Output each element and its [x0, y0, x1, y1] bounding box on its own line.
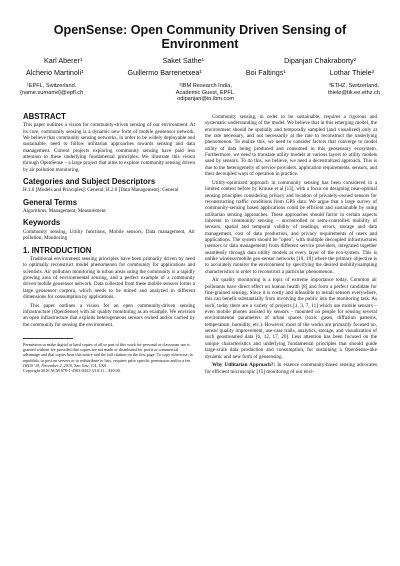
paragraph-text: In essence community-based sensing advocates for efficient microscopic [15] monitoring of our envi-: [205, 362, 377, 375]
affiliation-ethz: [328, 83, 380, 103]
author-name: Guillermo Barrenetxea¹: [127, 68, 202, 77]
affiliation-ibm: [176, 83, 236, 103]
body-paragraph: Air quality monitoring is a topic of extreme importance today. Common air pollutants have direct effect on human health [8] and form a perfect candidate for fine-grained sensing. Since it is costly and infeasible to install sensors everywhere, this can benefit substantially from involving the public into the monitoring task. As such, today there are a variety of projects [1, 3, 7, 11] which use mobile sensors – even mobile phones assisted by sensors – mounted on people for sensing several environmental parameters of urban spaces (toxic gases, diffusion patterns, temperature, humidity, etc.). However, most of the works are primarily focused on, sensor quality improvement, use-case trails, analytics, storage, and visualization of such geostreamed data [6, 12, 17, 20]. Less attention has been focused on the unique characteristics and underlying fundamental principles that should guide large-scale data production and consumption, for sustaining a OpenSense-like dynamic and new form of geosensing.: [205, 277, 377, 360]
intro-paragraph: This paper outlines a vision for an open community-driven sensing infrastructure (OpenSense) with air quality monitoring as an example. We envision an open infrastructure that exploits heterogeneous sensors owned and/or carried by the community for sensing the environment.: [23, 302, 195, 328]
author-name: Saket Sathe¹: [162, 56, 204, 65]
categories-text: H.1.0 [Models and Principles]: General; H.2.0 [Data Management]: General: [23, 187, 179, 194]
author-name: Karl Aberer¹: [44, 56, 83, 65]
author-row-1: [14, 56, 386, 65]
author-name: Dipanjan Chakraborty²: [284, 56, 356, 65]
affiliation-email: {name.surname}@epfl.ch: [20, 89, 84, 96]
affiliations: [20, 83, 380, 103]
copyright-text: Copyright 2010 ACM 978-1-4503-0431-3/10/11 ...$10.00.: [23, 368, 121, 374]
affiliation-email: odipanjan@in.ibm.com: [177, 96, 235, 103]
author-row-2: [14, 68, 386, 77]
venue-text: IWGS '10, November 2, 2010, San Jose, CA, USA: [23, 362, 107, 368]
paper-title: OpenSense: Open Community Driven Sensing of Environment: [53, 23, 347, 51]
affiliation-line: ¹EPFL, Switzerland.: [26, 83, 77, 89]
abstract-text: This paper outlines a vision for community-driven sensing of our environment. At its core, community sensing is a dynamic new form of mobile geosensor network. We believe that community sensing networks, in order to be widely deployable and sustainable, need to follow utilitarian approaches towards sensing and data management. Current projects exploring community sensing have paid less attention to these underlying fundamental principles. We illustrate this vision through OpenSense – a large project that aims to explore community sensing driven by air pollution monitoring.: [23, 122, 195, 173]
affiliation-epfl: [20, 83, 83, 103]
abstract-heading: ABSTRACT: [23, 112, 66, 121]
body-paragraph: [205, 362, 377, 375]
keywords-heading: Keywords: [23, 218, 61, 228]
body-paragraph: Utility-optimized approach in community sensing has been considered in a limited context before by Krause et al [13], with a focus on designing near-optimal sensing principles considering privacy and location of privately-owned sensors for reconstructing traffic conditions from GPS data. We argue that a large survey of community-sensing based applications could be efficient and sustainable by using utilitarian sensing approaches. These approaches should factor in certain aspects inherent to community sensing – uncontrolled or semi-controlled mobility of sensors, spatial and temporal validity of readings, errors, storage and data management, cost of data production, and privacy requirements of users and applications. The system should be "open", with multiple decoupled infrastructures (sensors or data management) from different service providers, integrated together seamlessly through data utility models at every layer of the eco-system. This is unlike wireless/mobile geo-sensor networks [10, 18] where the primary objective is to accurately monitor the environment by specifying the desired mobility/sampling characteristics in order to reconstruct a particular phenomenon.: [205, 179, 377, 275]
author-name: Boi Faltings¹: [245, 68, 286, 77]
right-column: [205, 114, 377, 377]
affiliation-line: ³ETHZ, Switzerland.: [328, 83, 380, 89]
categories-heading: Categories and Subject Descriptors: [23, 177, 156, 187]
author-name: Alcherio Martinoli¹: [26, 68, 84, 77]
paragraph-lead: Why Utilitarian Approach?:: [212, 362, 276, 369]
affiliation-email: thiele@tik.ee.ethz.ch: [327, 89, 380, 96]
copyright-footnote: [23, 338, 195, 373]
affiliation-line: ²IBM Research India,: [179, 83, 232, 89]
footnote-rule: [23, 338, 73, 339]
body-paragraph: Community sensing, in order to be sustainable, requires a rigorous and systematic understanding of the model. We believe that in this emerging model, the environment should be spatially and temporally sampled (and visualized) only at the rate necessary, and not necessarily at the rate to reconstruct the underlying phenomenon. To realize this, we need to consider factors that converge to model utility of data being produced and consumed in this geosensory ecosystem. Furthermore, we need to translate utility models at various layers to utility models used by sensors. To do this, we believe, we need a decentralized approach. This is due to the heterogeneity of service providers, application requirements, sensors, and their decoupled ways of operation in practice.: [205, 114, 377, 178]
introduction-heading: 1. INTRODUCTION: [23, 245, 92, 255]
terms-heading: General Terms: [23, 197, 78, 207]
keywords-text: Community sensing, Utility functions, Mobile sensors, Data management, Air pollution, Monitoring: [23, 228, 195, 242]
author-name: Lothar Thiele³: [329, 68, 374, 77]
left-column: [23, 114, 195, 373]
intro-paragraph: Traditional environment sensing principles have been primarily driven by need to optimally reconstruct model phenomenon for community for applications and scientists. Air pollution monitoring in urban areas using the community is a rapidly growing area of environmental sensing, and a perfect example of a community driven mobile geosensor network. Data collected from these mobile sensors forms a large geosensor corpora, which needs to be mined and analyzed in different dimensions for consumption by applications.: [23, 255, 195, 300]
terms-text: Algorithms, Management, Measurement: [23, 208, 106, 215]
permission-text: Permission to make digital or hard copies of all or part of this work for personal or classroom use is granted without fee provided that copies are not made or distributed for profit or commercial advantage and that copies bear this notice and the full citation on the first page. To copy otherwise, to republish, to post on servers or to redistribute to lists, requires prior specific permission and/or a fee.: [23, 342, 193, 363]
affiliation-line: Academic Guest, EPFL.: [175, 89, 236, 96]
